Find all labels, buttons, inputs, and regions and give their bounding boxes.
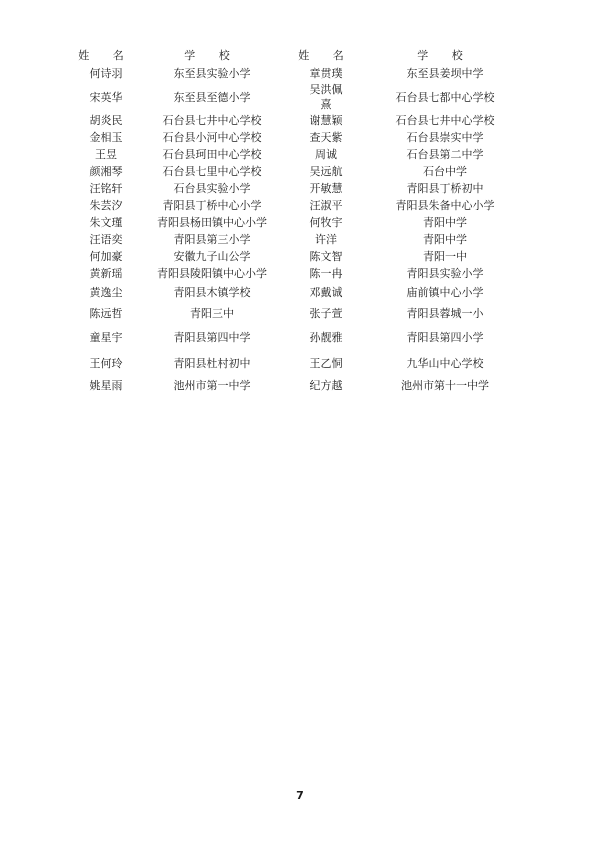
- student-name: 黄逸尘: [89, 286, 123, 299]
- school-name: 石台县崇实中学: [406, 131, 484, 144]
- table-row: [74, 197, 524, 214]
- school-name: 青阳县杨田镇中心小学: [157, 216, 267, 229]
- student-name: 章贯璞: [309, 67, 343, 80]
- table-row: [74, 65, 524, 82]
- student-name: 许洋: [315, 233, 337, 246]
- header-name-1: 姓 名: [78, 49, 134, 62]
- header-school-1: 学 校: [184, 49, 240, 62]
- student-name: 周诚: [315, 148, 337, 161]
- header-name-2: 姓 名: [298, 49, 354, 62]
- school-name: 东至县至德小学: [173, 90, 251, 104]
- school-name: 青阳县丁桥中心小学: [162, 199, 262, 212]
- student-name: 颜湘琴: [89, 165, 123, 178]
- table-header-row: [74, 48, 524, 65]
- school-name: 青阳县杜村初中: [173, 356, 251, 370]
- student-name: 孙靓雅: [309, 330, 343, 344]
- student-name: 朱芸汐: [89, 199, 123, 212]
- school-name: 青阳中学: [423, 233, 467, 246]
- student-name: 陈一冉: [309, 267, 343, 280]
- student-name: 纪方越: [309, 379, 343, 392]
- table-row: [74, 82, 524, 112]
- school-name: 青阳县实验小学: [406, 267, 484, 280]
- table-row: [74, 282, 524, 303]
- school-name: 石台县七都中心学校: [395, 90, 495, 104]
- school-name: 石台县第二中学: [406, 148, 484, 161]
- school-name: 青阳县蓉城一小: [406, 307, 484, 320]
- school-name: 东至县姜坝中学: [406, 67, 484, 80]
- table-row: [74, 214, 524, 231]
- student-name: 金相玉: [89, 131, 123, 144]
- student-name: 王乙恫: [309, 356, 343, 370]
- table-row: [74, 129, 524, 146]
- student-name: 何加豪: [89, 250, 123, 263]
- table-row: [74, 350, 524, 376]
- student-name: 邓戴诚: [309, 286, 343, 299]
- table-row: [74, 265, 524, 282]
- school-name: 青阳三中: [190, 307, 234, 320]
- student-name: 宋英华: [89, 90, 123, 104]
- school-name: 池州市第十一中学: [401, 379, 489, 392]
- school-name: 石台县七里中心学校: [162, 165, 262, 178]
- student-school-table: [74, 48, 524, 395]
- school-name: 石台县小河中心学校: [162, 131, 262, 144]
- school-name: 九华山中心学校: [406, 356, 484, 370]
- school-name: 东至县实验小学: [173, 67, 251, 80]
- school-name: 庙前镇中心小学: [406, 286, 484, 299]
- student-name: 陈远哲: [89, 307, 123, 320]
- school-name: 石台县七井中心学校: [395, 114, 495, 127]
- table-row: [74, 303, 524, 324]
- header-school-2: 学 校: [417, 49, 473, 62]
- table-row: [74, 324, 524, 350]
- school-name: 池州市第一中学: [173, 379, 251, 392]
- student-name: 吴洪佩 熹: [309, 83, 343, 111]
- student-name: 姚星雨: [89, 379, 123, 392]
- school-name: 青阳县第四中学: [173, 330, 251, 344]
- student-name: 何诗羽: [89, 67, 123, 80]
- school-name: 安徽九子山公学: [173, 250, 251, 263]
- student-name: 谢慧颖: [309, 114, 343, 127]
- school-name: 青阳中学: [423, 216, 467, 229]
- school-name: 石台县珂田中心学校: [162, 148, 262, 161]
- student-name: 开敏慧: [309, 182, 343, 195]
- student-name: 汪淑平: [309, 199, 343, 212]
- student-name: 汪语奕: [89, 233, 123, 246]
- table-row: [74, 146, 524, 163]
- table-row: [74, 180, 524, 197]
- school-name: 石台县七井中心学校: [162, 114, 262, 127]
- student-name: 张子萱: [309, 307, 343, 320]
- table-row: [74, 231, 524, 248]
- school-name: 青阳一中: [423, 250, 467, 263]
- school-name: 青阳县丁桥初中: [406, 182, 484, 195]
- student-name: 童星宇: [89, 330, 123, 344]
- school-name: 青阳县第三小学: [173, 233, 251, 246]
- page-number: 7: [296, 789, 304, 802]
- student-name: 查天紫: [309, 131, 343, 144]
- student-name: 何牧宇: [309, 216, 343, 229]
- school-name: 青阳县木镇学校: [173, 286, 251, 299]
- table-row: [74, 248, 524, 265]
- school-name: 石台县实验小学: [173, 182, 251, 195]
- student-name: 黄新瑶: [89, 267, 123, 280]
- student-name: 王何玲: [89, 356, 123, 370]
- student-name: 汪铭轩: [89, 182, 123, 195]
- table-row: [74, 112, 524, 129]
- table-row: [74, 163, 524, 180]
- school-name: 青阳县第四小学: [406, 330, 484, 344]
- student-name: 吴远航: [309, 165, 343, 178]
- student-name: 朱文瑾: [89, 216, 123, 229]
- school-name: 青阳县朱备中心小学: [395, 199, 495, 212]
- student-name: 陈文智: [309, 250, 343, 263]
- student-name: 王昱: [95, 148, 117, 161]
- school-name: 石台中学: [423, 165, 467, 178]
- student-name: 胡炎民: [89, 114, 123, 127]
- school-name: 青阳县陵阳镇中心小学: [157, 267, 267, 280]
- table-row: [74, 376, 524, 395]
